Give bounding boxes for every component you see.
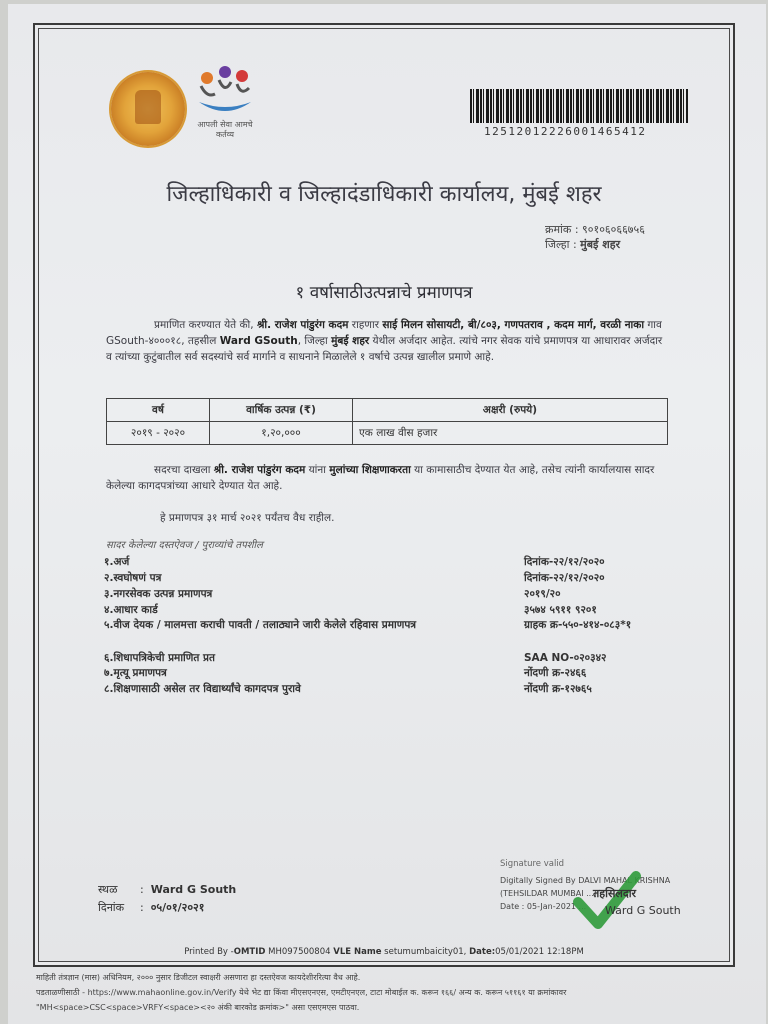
- table-header-row: [107, 399, 668, 422]
- printed-by-line: [0, 947, 768, 957]
- footer-legal-line: माहिती तंत्रज्ञान (मास) अधिनियम, २००० नुसार डिजीटल स्वाक्षरी असणारा हा दस्तऐवज कायदेशीररित्या वैध आहे.: [36, 973, 361, 982]
- taluka: Ward GSouth: [219, 335, 298, 347]
- income-table: [106, 398, 668, 445]
- document-value: SAA NO-०२०३४२: [524, 652, 607, 664]
- place-value: Ward G South: [150, 883, 237, 896]
- applicant-address: साई मिलन सोसायटी, बी/८०३, गणपतराव , कदम मार्ग, वरळी नाका: [382, 319, 645, 331]
- document-value: २०१९/२०: [524, 588, 561, 600]
- barcode-number: 12512012226001465412: [484, 125, 647, 138]
- header-year: वर्ष: [107, 399, 210, 422]
- vle-label: VLE Name: [333, 947, 382, 957]
- cell-year: २०१९ - २०२०: [107, 422, 210, 445]
- omtid-label: OMTID: [233, 947, 266, 957]
- aapli-seva-logo-icon: [195, 64, 255, 120]
- signature-place: Ward G South: [605, 904, 681, 917]
- para-text: येथील अर्जदार आहेत. त्यांचे नगर सेवक यांचे प्रमाणपत्र या आधारावर अर्जदार व त्यांच्या कुटुंबातील सर्व सदस्यांचे सर्व मार्गाने व साधनाने मिळालेले १ वर्षाचे उत्पन्न खालील प्रमाणे आहे.: [106, 335, 663, 363]
- document-label: १.अर्ज: [104, 556, 130, 568]
- place-line: स्थळ : Ward G South: [98, 883, 237, 896]
- document-label: ७.मृत्यू प्रमाणपत्र: [104, 667, 167, 679]
- purpose: मुलांच्या शिक्षणाकरता: [329, 464, 411, 476]
- header-in-words: अक्षरी (रुपये): [353, 399, 668, 422]
- barcode: [470, 89, 688, 123]
- validity-text: हे प्रमाणपत्र ३१ मार्च २०२१ पर्यंतच वैध राहील.: [160, 512, 335, 524]
- checkmark-icon: [572, 866, 642, 936]
- cell-income: १,२०,०००: [210, 422, 353, 445]
- document-label: २.स्वघोषणं पत्र: [104, 572, 162, 584]
- para-text: प्रमाणित करण्यात येते की,: [154, 319, 257, 331]
- para-text: , तहसील: [181, 335, 220, 347]
- document-label: ५.वीज देयक / मालमत्ता कराची पावती / तलाठ्याने जारी केलेले रहिवास प्रमाणपत्र: [104, 619, 417, 631]
- applicant-name: श्री. राजेश पांडुरंग कदम: [256, 319, 349, 331]
- document-label: ४.आधार कार्ड: [104, 604, 158, 616]
- omtid-value: MH097500804: [268, 947, 331, 957]
- document-label: ३.नगरसेवक उत्पन्न प्रमाणपत्र: [104, 588, 213, 600]
- government-seal-icon: [111, 72, 185, 146]
- header-annual-income: वार्षिक उत्पन्न (₹): [210, 399, 353, 422]
- district-line: [545, 237, 620, 252]
- vle-value: setumumbaicity01,: [384, 947, 467, 957]
- signed-by: Digitally Signed By DALVI MAHAL KRISHNA: [500, 876, 671, 885]
- document-value: ग्राहक क्र-५५०-४१४-०८३*१: [524, 619, 632, 631]
- para-text: सदरचा दाखला: [154, 464, 214, 476]
- date-label: दिनांक: [98, 901, 125, 914]
- document-value: दिनांक-२२/१२/२०२०: [524, 572, 605, 584]
- para-text: गाव: [644, 319, 662, 331]
- signer-designation: तहसिलदार: [593, 887, 637, 900]
- document-value: नोंदणी क्र-१२७६५: [524, 683, 592, 695]
- date-line: दिनांक : ०५/०१/२०२१: [98, 901, 205, 914]
- district: मुंबई शहर: [331, 335, 370, 347]
- district-label: जिल्हा :: [545, 238, 577, 251]
- certificate-title: १ वर्षासाठीउत्पन्नाचे प्रमाणपत्र: [295, 283, 473, 303]
- para-text: यांना: [305, 464, 330, 476]
- village: GSouth-४०००१८: [106, 335, 182, 347]
- para-text: राहणार: [348, 319, 383, 331]
- document-value: नोंदणी क्र-२४६६: [524, 667, 587, 679]
- cell-in-words: एक लाख वीस हजार: [353, 422, 668, 445]
- document-value: दिनांक-२२/१२/२०२०: [524, 556, 605, 568]
- printed-date: 05/01/2021 12:18PM: [495, 947, 584, 957]
- date-value: ०५/०१/२०२१: [150, 901, 205, 914]
- applicant-name: श्री. राजेश पांडुरंग कदम: [213, 464, 306, 476]
- certificate-border: [33, 23, 735, 967]
- printed-label: Printed By -: [184, 947, 234, 957]
- serial-value: ९०१०६०६६७५६: [582, 223, 645, 236]
- aapli-seva-logo: [195, 64, 255, 146]
- document-label: ८.शिक्षणासाठी असेल तर विद्यार्थ्यांचे कागदपत्र पुरावे: [104, 683, 301, 695]
- footer-verify-line: पडताळणीसाठी - https://www.mahaonline.gov.in/Verify येथे भेट द्या किंवा मीएसएनएस, एमटीएनएल, टाटा मोबाईल क. करून १६६/ अन्य क. करून ५११६१ या क्रमांकावर: [36, 988, 567, 997]
- para-text: , जिल्हा: [297, 335, 332, 347]
- office-title: जिल्हाधिकारी व जिल्हादंडाधिकारी कार्यालय, मुंबई शहर: [166, 182, 602, 207]
- table-row: [107, 422, 668, 445]
- signer-role: (TEHSILDAR MUMBAI ...): [500, 889, 597, 898]
- serial-number: [545, 222, 645, 237]
- logo-caption: आपली सेवा आमचे कर्तव्य: [197, 120, 253, 139]
- document-value: ३५७४ ५९११ ९२०१: [524, 604, 597, 616]
- purpose-paragraph: [106, 462, 670, 494]
- district-value: मुंबई शहर: [580, 238, 621, 251]
- place-label: स्थळ: [98, 883, 118, 896]
- printed-date-label: Date:: [469, 947, 496, 957]
- documents-heading: सादर केलेल्या दस्तऐवज / पुराव्यांचे तपशील: [106, 540, 263, 551]
- signature-valid-text: Signature valid: [500, 859, 565, 869]
- para-text: या कामासाठीच देण्यात येत आहे, तसेच त्यांनी कार्यालयास सादर केलेल्या कागदपत्रांच्या आधारे देण्यात येत आहे.: [106, 464, 655, 492]
- certification-paragraph: [106, 317, 670, 365]
- signature-date: Date : 05-Jan-2021 ...: [500, 902, 587, 911]
- document-label: ६.शिधापत्रिकेची प्रमाणित प्रत: [104, 652, 215, 664]
- footer-sms-line: "MH<space>CSC<space>VRFY<space><२० अंकी बारकोड क्रमांक>" असा एसएमएस पाठवा.: [36, 1003, 360, 1012]
- serial-label: क्रमांक :: [545, 223, 579, 236]
